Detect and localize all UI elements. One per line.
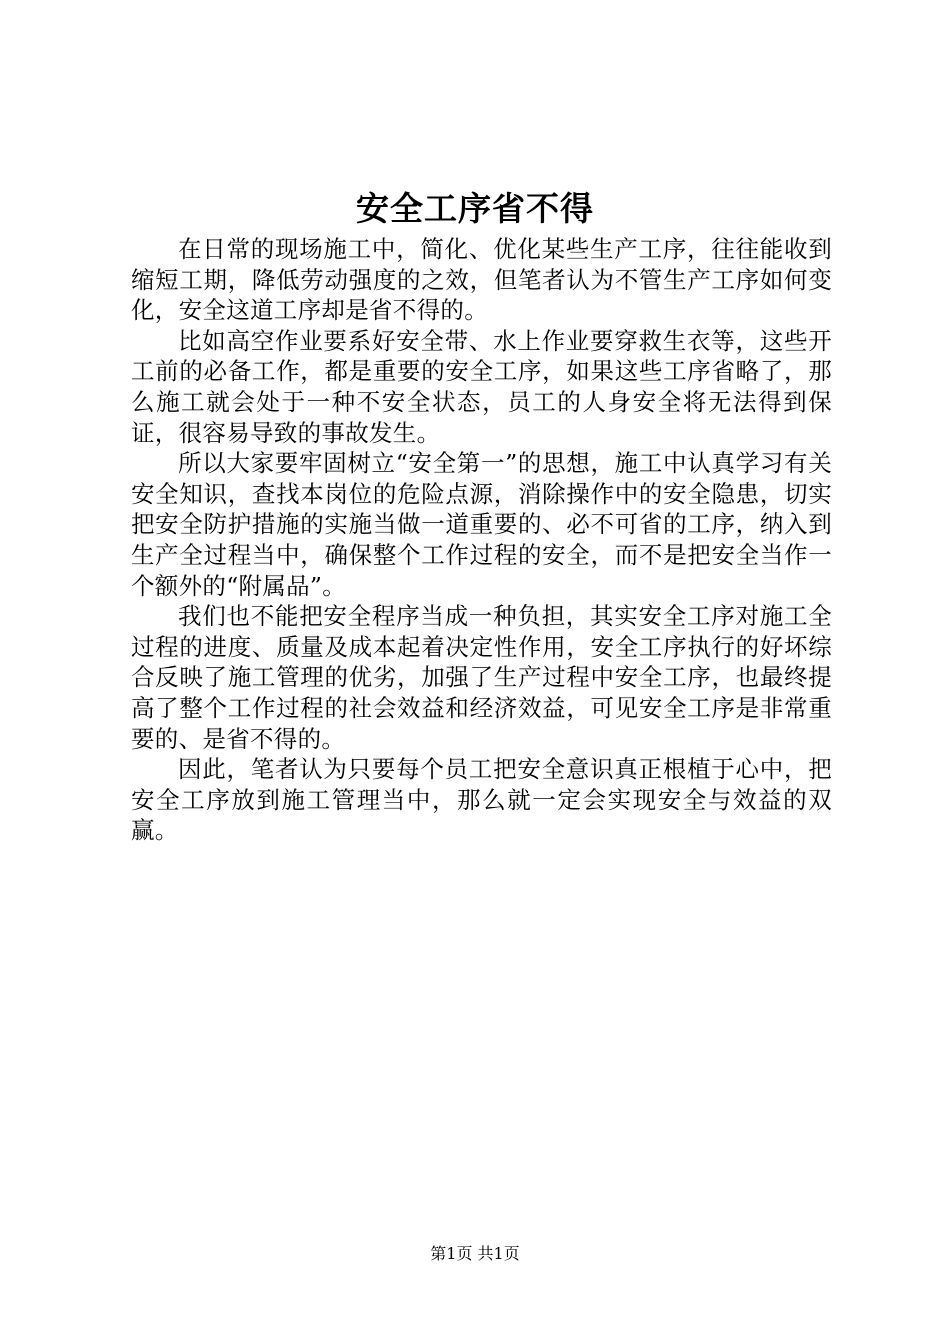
paragraph-4: 我们也不能把安全程序当成一种负担，其实安全工序对施工全过程的进度、质量及成本起着决定性作用，安全工序执行的好坏综合反映了施工管理的优劣，加强了生产过程中安全工序，也最终提高了整个工作过程的社会效益和经济效益，可见安全工序是非常重要的、是省不得的。 [131, 602, 832, 753]
document-title: 安全工序省不得 [356, 189, 594, 228]
paragraph-3: 所以大家要牢固树立“安全第一”的思想，施工中认真学习有关安全知识，查找本岗位的危险点源，消除操作中的安全隐患，切实把安全防护措施的实施当做一道重要的、必不可省的工序，纳入到生产全过程当中，确保整个工作过程的安全，而不是把安全当作一个额外的“附属品”。 [131, 449, 832, 600]
page-footer: 第1页 共1页 [430, 1244, 520, 1263]
paragraph-2: 比如高空作业要系好安全带、水上作业要穿救生衣等，这些开工前的必备工作，都是重要的安全工序，如果这些工序省略了，那么施工就会处于一种不安全状态，员工的人身安全将无法得到保证，很容易导致的事故发生。 [131, 326, 832, 447]
paragraph-5: 因此，笔者认为只要每个员工把安全意识真正根植于心中，把安全工序放到施工管理当中，那么就一定会实现安全与效益的双赢。 [131, 755, 832, 845]
document-body [131, 234, 832, 846]
paragraph-1: 在日常的现场施工中，简化、优化某些生产工序，往往能收到缩短工期，降低劳动强度的之效，但笔者认为不管生产工序如何变化，安全这道工序却是省不得的。 [131, 235, 832, 325]
